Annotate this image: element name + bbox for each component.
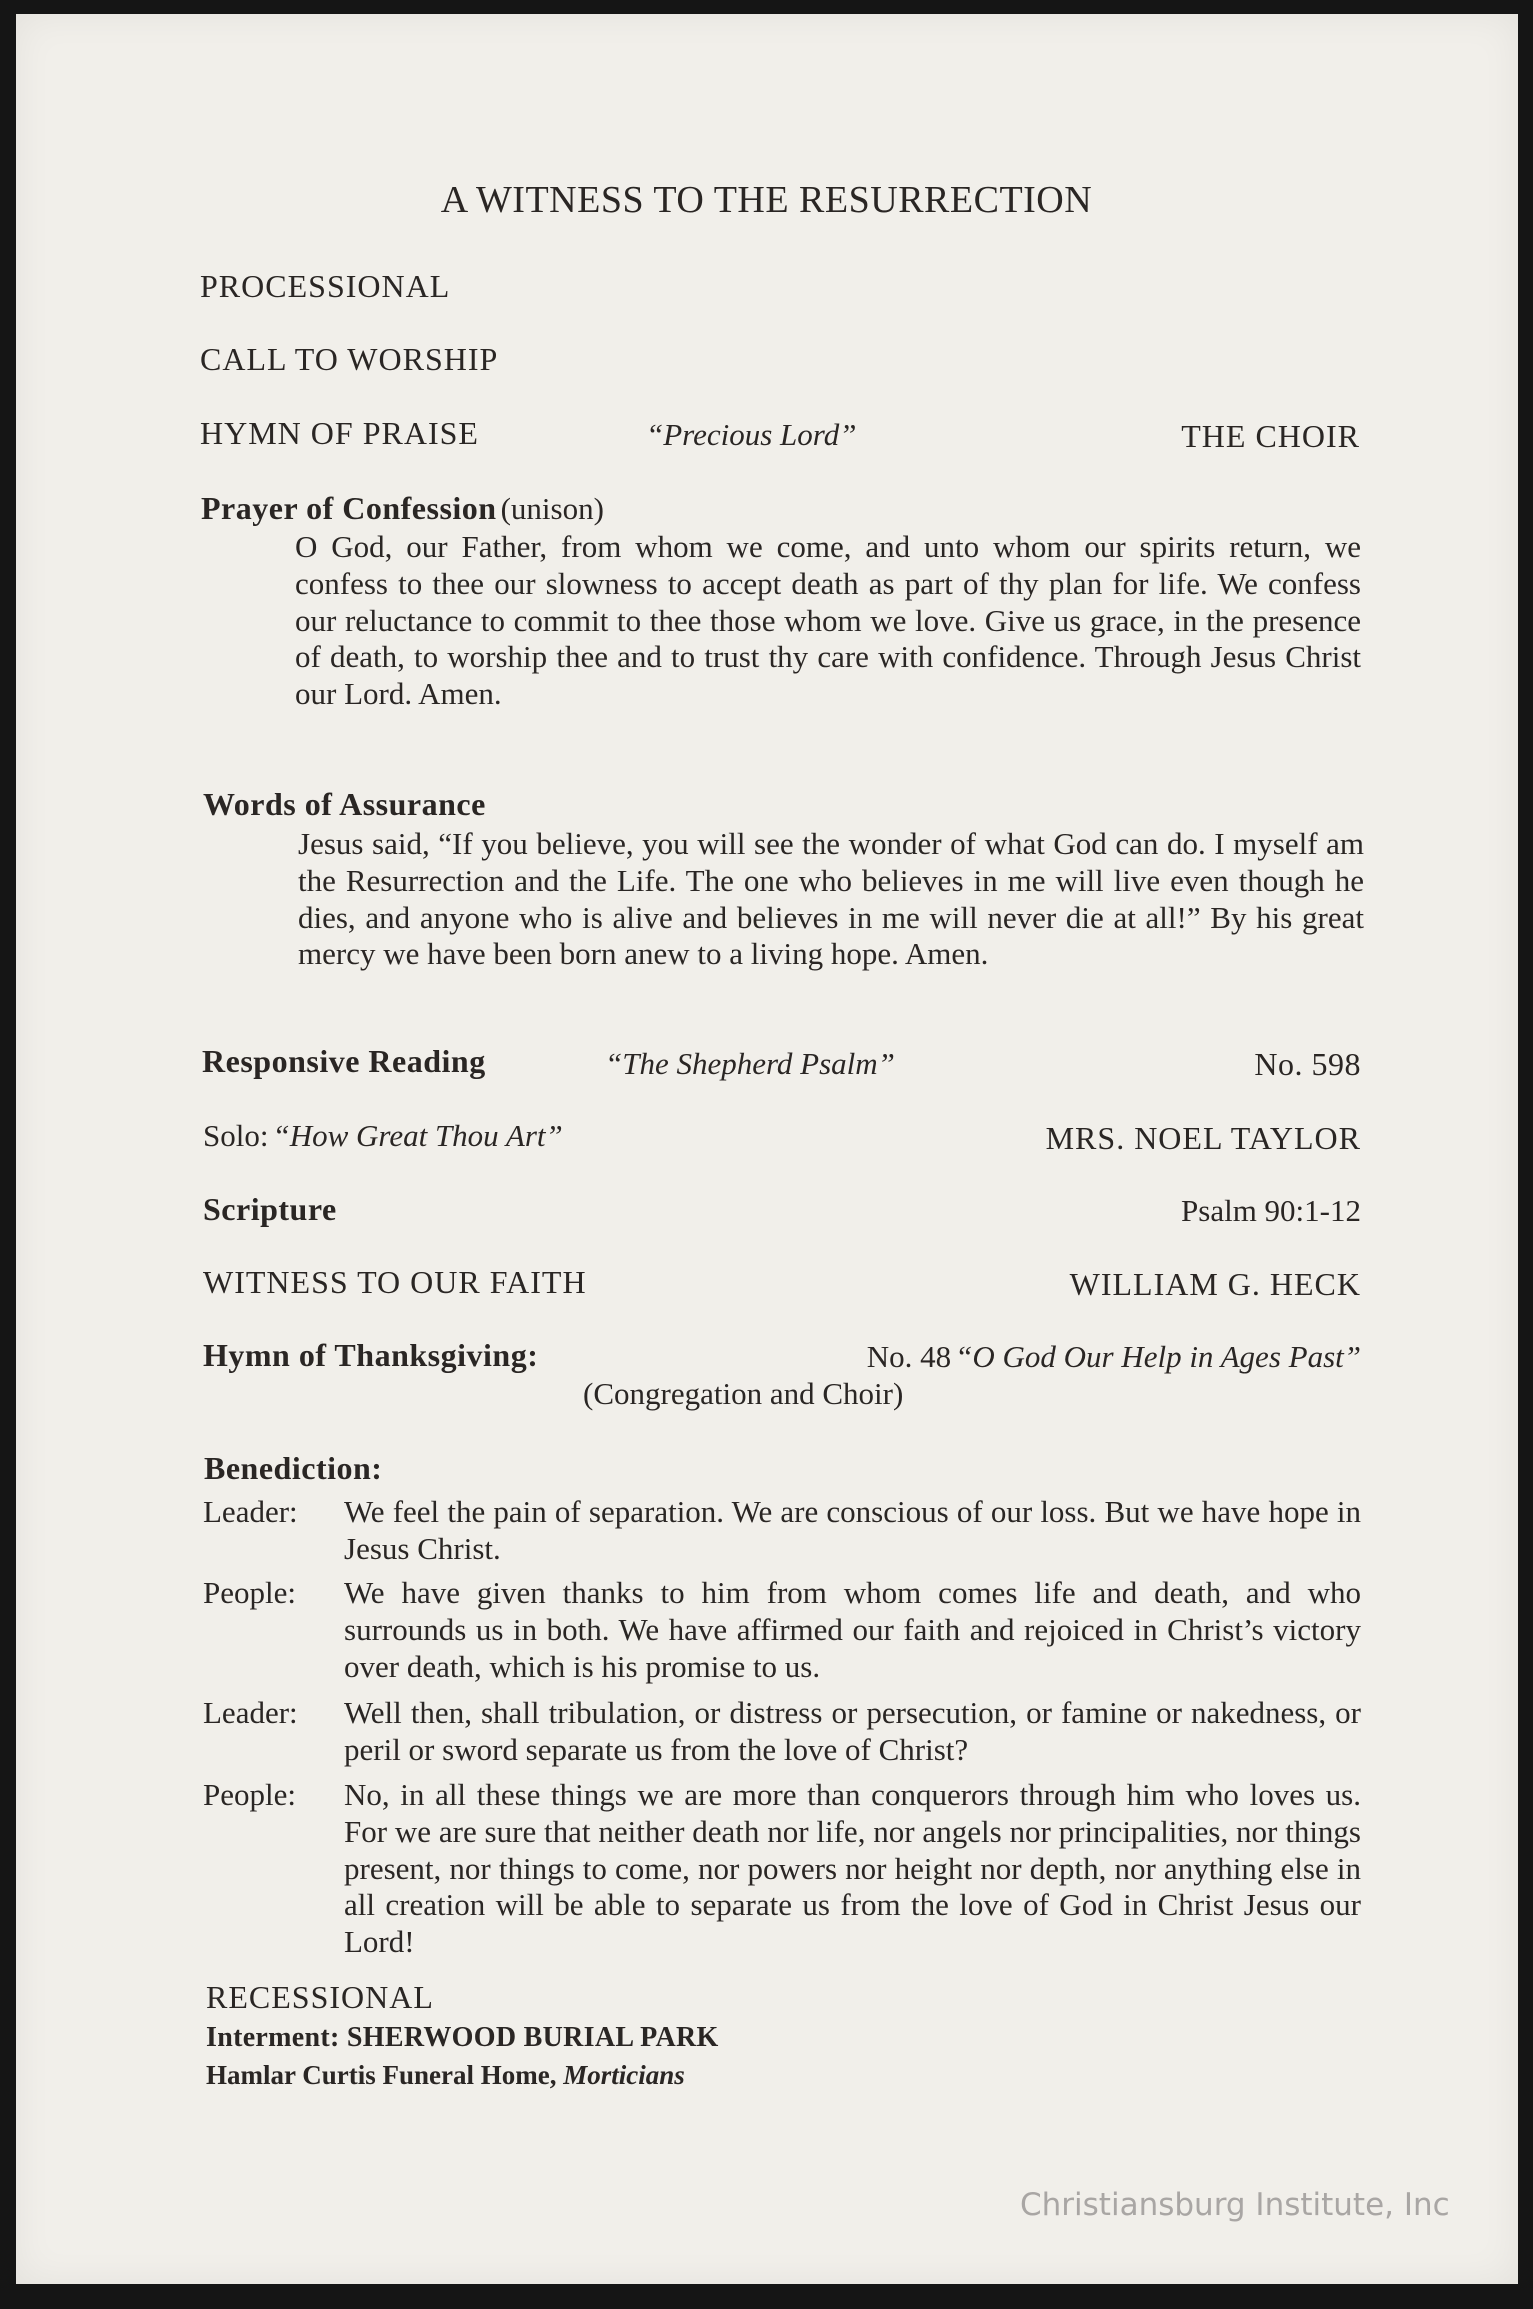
benediction-role: Leader: xyxy=(203,1695,298,1730)
hymn-of-praise-song: “Precious Lord” xyxy=(646,417,857,452)
benediction-text: We feel the pain of separation. We are conscious of our loss. But we have hope in Jesus Christ. xyxy=(344,1494,1361,1566)
confession-note: (unison) xyxy=(500,491,604,526)
confession-prayer xyxy=(295,529,1361,713)
benediction-text: Well then, shall tribulation, or distress or persecution, or famine or nakedness, or peril or sword separate us from the love of Christ? xyxy=(344,1695,1361,1767)
assurance-heading: Words of Assurance xyxy=(203,786,486,822)
thanksgiving-note: (Congregation and Choir) xyxy=(583,1376,904,1411)
scripture-heading: Scripture xyxy=(203,1191,337,1227)
solo-line xyxy=(203,1118,563,1154)
confession-heading-line xyxy=(201,490,604,527)
processional-heading: PROCESSIONAL xyxy=(200,268,451,304)
responsive-reading-title: “The Shepherd Psalm” xyxy=(605,1046,895,1081)
assurance-passage xyxy=(298,826,1364,973)
hymn-of-praise-heading: HYMN OF PRAISE xyxy=(200,415,479,451)
thanksgiving-number: No. 48 xyxy=(866,1339,952,1374)
funeral-home-name: Hamlar Curtis Funeral Home, xyxy=(206,2060,557,2090)
benediction-role: Leader: xyxy=(203,1494,298,1529)
witness-speaker: WILLIAM G. HECK xyxy=(1069,1266,1361,1302)
hymn-of-praise-performer: THE CHOIR xyxy=(1181,418,1360,454)
responsive-reading-heading: Responsive Reading xyxy=(202,1043,486,1079)
interment-line: Interment: SHERWOOD BURIAL PARK xyxy=(206,2022,719,2053)
benediction-role: People: xyxy=(203,1575,296,1610)
thanksgiving-hymn xyxy=(700,1339,1361,1375)
recessional-heading: RECESSIONAL xyxy=(206,1979,434,2015)
solo-song: “How Great Thou Art” xyxy=(272,1118,563,1153)
morticians-label: Morticians xyxy=(563,2060,685,2090)
solo-performer: MRS. NOEL TAYLOR xyxy=(1045,1120,1361,1156)
solo-label: Solo: xyxy=(203,1118,269,1153)
confession-heading: Prayer of Confession xyxy=(201,490,497,526)
confession-text: O God, our Father, from whom we come, and unto whom our spirits return, we confess to thee our slowness to accept death as part of thy plan for life. We confess our reluctance to commit to thee those whom we love. Give us grace, in the presence of death, to worship thee and to trust thy care with confidence. Through Jesus Christ our Lord. Amen. xyxy=(295,529,1361,712)
funeral-home-line xyxy=(206,2060,685,2091)
assurance-text: Jesus said, “If you believe, you will see the wonder of what God can do. I myself am the Resurrection and the Life. The one who believes in me will live even though he dies, and anyone who is alive and believes in me will never die at all!” By his great mercy we have been born anew to a living hope. Amen. xyxy=(298,826,1364,972)
benediction-role: People: xyxy=(203,1777,296,1812)
call-to-worship-heading: CALL TO WORSHIP xyxy=(200,341,499,377)
scripture-reference: Psalm 90:1-12 xyxy=(1181,1193,1361,1228)
benediction-text: We have given thanks to him from whom comes life and death, and who surrounds us in both. We have affirmed our faith and rejoiced in Christ’s victory over death, which is his promise to us. xyxy=(344,1575,1361,1684)
watermark-text: Christiansburg Institute, Inc xyxy=(1020,2187,1450,2223)
thanksgiving-song: “O God Our Help in Ages Past” xyxy=(955,1339,1361,1374)
thanksgiving-heading: Hymn of Thanksgiving: xyxy=(203,1337,539,1373)
program-title: A WITNESS TO THE RESURRECTION xyxy=(440,179,1093,221)
benediction-text: No, in all these things we are more than conquerors through him who loves us. For we are sure that neither death nor life, nor angels nor principalities, nor things present, nor things to come, nor powers nor height nor depth, nor anything else in all creation will be able to separate us from the love of God in Christ Jesus our Lord! xyxy=(344,1777,1361,1960)
benediction-heading: Benediction: xyxy=(204,1450,383,1486)
responsive-reading-number: No. 598 xyxy=(1254,1046,1361,1082)
witness-heading: WITNESS TO OUR FAITH xyxy=(203,1264,587,1300)
